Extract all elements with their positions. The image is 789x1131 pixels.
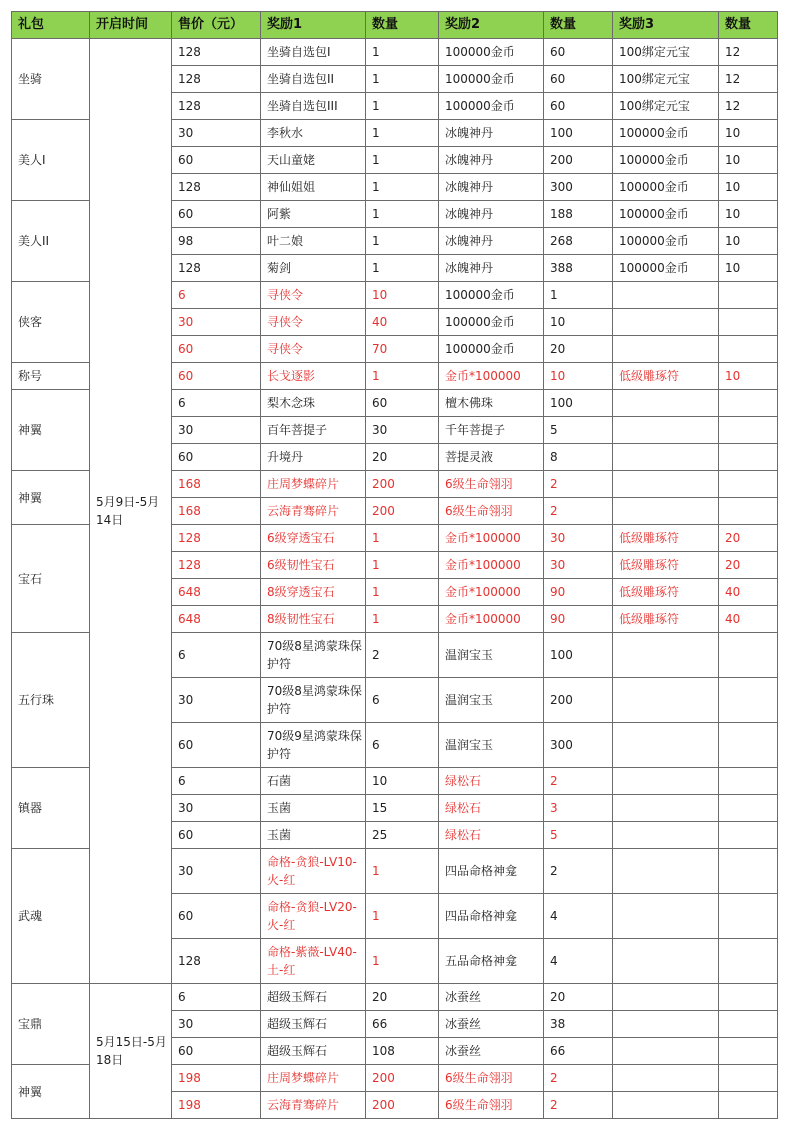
cell-price: 128 [172,552,261,579]
cell-r1: 70级8星鸿蒙珠保护符 [261,678,366,723]
cell-q1: 1 [366,525,439,552]
cell-q1: 70 [366,336,439,363]
cell-r2: 冰魄神丹 [439,228,544,255]
cell-price: 60 [172,147,261,174]
cell-q3 [719,678,778,723]
cell-q1: 1 [366,939,439,984]
cell-q1: 10 [366,282,439,309]
cell-q1: 20 [366,984,439,1011]
cell-r3: 低级雕琢符 [613,552,719,579]
header-reward3: 奖励3 [613,12,719,39]
cell-price: 60 [172,894,261,939]
cell-q1: 1 [366,849,439,894]
cell-r3: 100000金币 [613,255,719,282]
cell-q2: 60 [544,66,613,93]
header-reward1: 奖励1 [261,12,366,39]
pack-name-cell: 五行珠 [12,633,90,768]
cell-r3 [613,939,719,984]
cell-r1: 8级穿透宝石 [261,579,366,606]
cell-q2: 268 [544,228,613,255]
cell-r2: 冰蚕丝 [439,1038,544,1065]
cell-price: 6 [172,633,261,678]
cell-r3: 低级雕琢符 [613,606,719,633]
cell-r3 [613,471,719,498]
cell-r1: 菊剑 [261,255,366,282]
cell-r1: 神仙姐姐 [261,174,366,201]
cell-price: 30 [172,120,261,147]
cell-price: 30 [172,417,261,444]
cell-r3: 100000金币 [613,228,719,255]
cell-r1: 天山童姥 [261,147,366,174]
cell-q2: 100 [544,633,613,678]
header-pack: 礼包 [12,12,90,39]
cell-q1: 200 [366,498,439,525]
cell-q1: 60 [366,390,439,417]
header-reward2: 奖励2 [439,12,544,39]
cell-r1: 超级玉辉石 [261,984,366,1011]
cell-r3: 低级雕琢符 [613,363,719,390]
cell-q3: 10 [719,201,778,228]
cell-q3 [719,282,778,309]
cell-q1: 10 [366,768,439,795]
gift-pack-table [11,11,778,1119]
cell-r1: 石菌 [261,768,366,795]
cell-price: 30 [172,678,261,723]
cell-q1: 1 [366,894,439,939]
pack-name-cell: 神翼 [12,471,90,525]
cell-r2: 6级生命翎羽 [439,1092,544,1119]
cell-r3: 100000金币 [613,120,719,147]
cell-q1: 1 [366,93,439,120]
cell-q2: 5 [544,417,613,444]
cell-q3 [719,1011,778,1038]
cell-q3: 12 [719,93,778,120]
cell-q1: 200 [366,1065,439,1092]
cell-price: 128 [172,525,261,552]
cell-r3 [613,822,719,849]
cell-q3 [719,444,778,471]
cell-q1: 1 [366,363,439,390]
pack-name-cell: 武魂 [12,849,90,984]
cell-r1: 寻侠令 [261,282,366,309]
cell-r2: 冰魄神丹 [439,120,544,147]
cell-r1: 玉菌 [261,822,366,849]
cell-r3 [613,282,719,309]
cell-q1: 30 [366,417,439,444]
cell-price: 6 [172,768,261,795]
cell-q2: 300 [544,174,613,201]
pack-name-cell: 宝鼎 [12,984,90,1065]
cell-r2: 千年菩提子 [439,417,544,444]
cell-q2: 3 [544,795,613,822]
cell-q3: 20 [719,552,778,579]
cell-price: 648 [172,579,261,606]
cell-q3 [719,1038,778,1065]
cell-r1: 超级玉辉石 [261,1038,366,1065]
cell-q3 [719,498,778,525]
table-row [12,984,778,1011]
open-time-cell: 5月15日-5月18日 [90,984,172,1119]
pack-name-cell: 镇器 [12,768,90,849]
cell-r2: 6级生命翎羽 [439,471,544,498]
cell-q3 [719,894,778,939]
cell-r2: 绿松石 [439,768,544,795]
cell-r3 [613,894,719,939]
cell-r3 [613,984,719,1011]
cell-q3: 12 [719,39,778,66]
cell-q1: 40 [366,309,439,336]
cell-r3: 低级雕琢符 [613,525,719,552]
cell-r1: 坐骑自选包III [261,93,366,120]
cell-q2: 4 [544,939,613,984]
header-qty2: 数量 [544,12,613,39]
header-price: 售价（元） [172,12,261,39]
cell-r1: 寻侠令 [261,336,366,363]
cell-price: 168 [172,498,261,525]
cell-r2: 100000金币 [439,39,544,66]
cell-r3: 100绑定元宝 [613,66,719,93]
header-qty1: 数量 [366,12,439,39]
cell-r1: 云海青骞碎片 [261,498,366,525]
cell-r1: 坐骑自选包I [261,39,366,66]
cell-r3 [613,309,719,336]
pack-name-cell: 坐骑 [12,39,90,120]
pack-name-cell: 称号 [12,363,90,390]
cell-r2: 檀木佛珠 [439,390,544,417]
cell-r2: 绿松石 [439,795,544,822]
cell-r1: 玉菌 [261,795,366,822]
cell-q3: 40 [719,606,778,633]
cell-q2: 2 [544,471,613,498]
cell-r3 [613,678,719,723]
cell-q3 [719,984,778,1011]
cell-price: 128 [172,939,261,984]
cell-r2: 金币*100000 [439,363,544,390]
table-body [12,39,778,1119]
cell-q1: 25 [366,822,439,849]
cell-r3 [613,723,719,768]
cell-price: 30 [172,795,261,822]
cell-q3 [719,390,778,417]
pack-name-cell: 神翼 [12,390,90,471]
cell-q3: 12 [719,66,778,93]
cell-q2: 2 [544,849,613,894]
cell-r3 [613,849,719,894]
cell-r2: 金币*100000 [439,579,544,606]
cell-r3 [613,633,719,678]
cell-price: 98 [172,228,261,255]
cell-r2: 冰魄神丹 [439,255,544,282]
cell-r2: 100000金币 [439,309,544,336]
cell-r3 [613,498,719,525]
pack-name-cell: 美人I [12,120,90,201]
cell-price: 60 [172,822,261,849]
cell-q3 [719,822,778,849]
cell-q3 [719,1065,778,1092]
cell-r1: 升境丹 [261,444,366,471]
cell-r1: 6级穿透宝石 [261,525,366,552]
cell-r2: 冰魄神丹 [439,147,544,174]
cell-r1: 超级玉辉石 [261,1011,366,1038]
cell-q3 [719,336,778,363]
cell-q3 [719,309,778,336]
cell-q2: 388 [544,255,613,282]
cell-q2: 4 [544,894,613,939]
pack-name-cell: 神翼 [12,1065,90,1119]
cell-q3 [719,1092,778,1119]
cell-q2: 188 [544,201,613,228]
cell-r2: 100000金币 [439,282,544,309]
cell-q2: 200 [544,147,613,174]
cell-r1: 70级8星鸿蒙珠保护符 [261,633,366,678]
cell-price: 60 [172,363,261,390]
cell-r2: 100000金币 [439,93,544,120]
cell-q1: 6 [366,723,439,768]
cell-q2: 8 [544,444,613,471]
cell-q2: 30 [544,552,613,579]
cell-q3: 10 [719,228,778,255]
cell-r1: 叶二娘 [261,228,366,255]
cell-q1: 1 [366,174,439,201]
cell-price: 30 [172,309,261,336]
cell-r1: 70级9星鸿蒙珠保护符 [261,723,366,768]
cell-q3: 10 [719,363,778,390]
cell-q2: 2 [544,1065,613,1092]
cell-price: 60 [172,1038,261,1065]
cell-q2: 300 [544,723,613,768]
cell-r2: 冰魄神丹 [439,174,544,201]
cell-q1: 1 [366,39,439,66]
cell-q1: 1 [366,201,439,228]
cell-r1: 命格-贪狼-LV10-火-红 [261,849,366,894]
cell-r1: 8级韧性宝石 [261,606,366,633]
cell-q2: 2 [544,768,613,795]
cell-r2: 五品命格神龛 [439,939,544,984]
cell-q3 [719,723,778,768]
cell-price: 198 [172,1065,261,1092]
cell-r3 [613,1092,719,1119]
cell-r2: 温润宝玉 [439,678,544,723]
cell-price: 128 [172,174,261,201]
cell-r2: 冰蚕丝 [439,984,544,1011]
cell-r3: 100绑定元宝 [613,39,719,66]
cell-q3 [719,768,778,795]
cell-q1: 1 [366,66,439,93]
cell-q1: 15 [366,795,439,822]
cell-r3 [613,336,719,363]
cell-r3: 100000金币 [613,147,719,174]
cell-r2: 6级生命翎羽 [439,498,544,525]
cell-q3: 10 [719,120,778,147]
cell-q3 [719,471,778,498]
cell-r2: 四品命格神龛 [439,894,544,939]
cell-r3 [613,444,719,471]
cell-q2: 100 [544,390,613,417]
cell-q2: 20 [544,984,613,1011]
cell-r1: 百年菩提子 [261,417,366,444]
pack-name-cell: 宝石 [12,525,90,633]
cell-r2: 6级生命翎羽 [439,1065,544,1092]
cell-r2: 温润宝玉 [439,723,544,768]
cell-price: 128 [172,93,261,120]
cell-r2: 金币*100000 [439,525,544,552]
cell-r3 [613,390,719,417]
cell-q1: 20 [366,444,439,471]
cell-price: 648 [172,606,261,633]
cell-r1: 长戈逐影 [261,363,366,390]
cell-q2: 90 [544,606,613,633]
cell-q3 [719,795,778,822]
cell-q1: 2 [366,633,439,678]
cell-q2: 200 [544,678,613,723]
cell-r3: 100000金币 [613,201,719,228]
cell-q1: 1 [366,228,439,255]
cell-q1: 1 [366,579,439,606]
cell-q1: 1 [366,147,439,174]
cell-q2: 60 [544,39,613,66]
cell-r2: 菩提灵液 [439,444,544,471]
cell-r2: 金币*100000 [439,606,544,633]
cell-r3 [613,1011,719,1038]
cell-q2: 90 [544,579,613,606]
cell-price: 60 [172,723,261,768]
cell-price: 128 [172,39,261,66]
cell-r2: 冰魄神丹 [439,201,544,228]
cell-r3: 低级雕琢符 [613,579,719,606]
cell-r3: 100绑定元宝 [613,93,719,120]
cell-r2: 100000金币 [439,336,544,363]
cell-q1: 1 [366,552,439,579]
cell-q3: 40 [719,579,778,606]
cell-r1: 坐骑自选包II [261,66,366,93]
cell-q3: 10 [719,147,778,174]
cell-r1: 命格-贪狼-LV20-火-红 [261,894,366,939]
cell-price: 30 [172,849,261,894]
cell-price: 198 [172,1092,261,1119]
cell-q2: 10 [544,363,613,390]
cell-q2: 10 [544,309,613,336]
cell-q3 [719,849,778,894]
cell-q2: 100 [544,120,613,147]
cell-r1: 李秋水 [261,120,366,147]
cell-r2: 绿松石 [439,822,544,849]
table-row [12,39,778,66]
cell-q2: 2 [544,498,613,525]
cell-q2: 30 [544,525,613,552]
cell-r2: 100000金币 [439,66,544,93]
cell-q2: 20 [544,336,613,363]
cell-r1: 云海青骞碎片 [261,1092,366,1119]
cell-q1: 108 [366,1038,439,1065]
cell-r3 [613,1065,719,1092]
cell-r3 [613,1038,719,1065]
cell-q2: 38 [544,1011,613,1038]
cell-r3 [613,795,719,822]
cell-q1: 66 [366,1011,439,1038]
cell-price: 128 [172,66,261,93]
cell-price: 60 [172,336,261,363]
table-header-row [12,12,778,39]
cell-r1: 命格-紫薇-LV40-土-红 [261,939,366,984]
cell-q3: 20 [719,525,778,552]
cell-q3 [719,633,778,678]
cell-r1: 庄周梦蝶碎片 [261,471,366,498]
cell-price: 30 [172,1011,261,1038]
pack-name-cell: 美人II [12,201,90,282]
cell-price: 60 [172,444,261,471]
cell-q3: 10 [719,174,778,201]
cell-price: 60 [172,201,261,228]
cell-r3 [613,417,719,444]
cell-q1: 6 [366,678,439,723]
cell-q1: 200 [366,1092,439,1119]
cell-r2: 温润宝玉 [439,633,544,678]
cell-q2: 1 [544,282,613,309]
cell-price: 168 [172,471,261,498]
cell-q3 [719,939,778,984]
cell-q2: 60 [544,93,613,120]
cell-q2: 5 [544,822,613,849]
cell-price: 6 [172,282,261,309]
cell-r2: 冰蚕丝 [439,1011,544,1038]
cell-r1: 阿紫 [261,201,366,228]
cell-r1: 梨木念珠 [261,390,366,417]
cell-q2: 2 [544,1092,613,1119]
cell-q1: 1 [366,606,439,633]
cell-q1: 200 [366,471,439,498]
cell-r2: 四品命格神龛 [439,849,544,894]
cell-r1: 庄周梦蝶碎片 [261,1065,366,1092]
cell-r1: 6级韧性宝石 [261,552,366,579]
cell-q3: 10 [719,255,778,282]
header-qty3: 数量 [719,12,778,39]
cell-price: 128 [172,255,261,282]
cell-r1: 寻侠令 [261,309,366,336]
cell-r3: 100000金币 [613,174,719,201]
cell-r2: 金币*100000 [439,552,544,579]
cell-r3 [613,768,719,795]
cell-q3 [719,417,778,444]
cell-price: 6 [172,984,261,1011]
cell-q1: 1 [366,255,439,282]
cell-q1: 1 [366,120,439,147]
pack-name-cell: 侠客 [12,282,90,363]
cell-price: 6 [172,390,261,417]
open-time-cell: 5月9日-5月14日 [90,39,172,984]
header-open-time: 开启时间 [90,12,172,39]
cell-q2: 66 [544,1038,613,1065]
